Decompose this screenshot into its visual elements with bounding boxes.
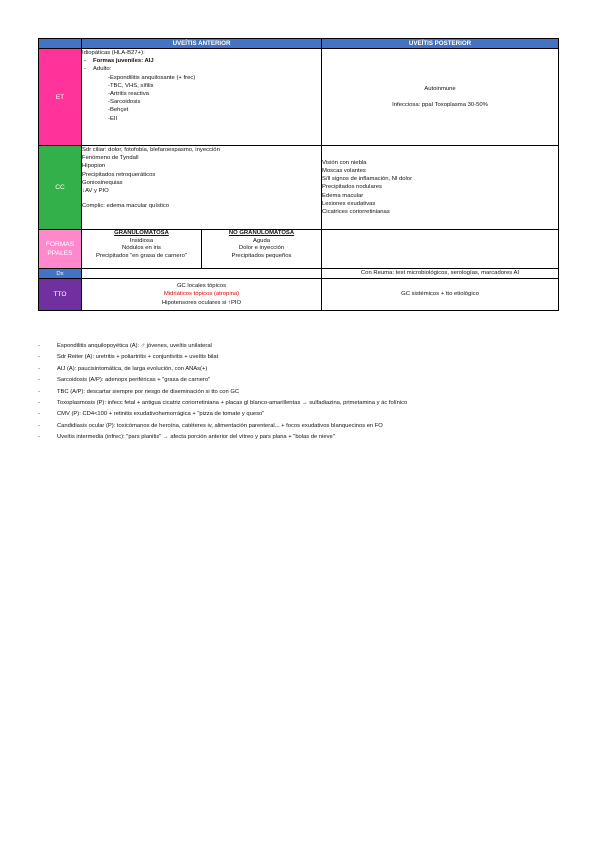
- cc-posterior-line: Visión con niebla: [322, 159, 367, 166]
- dx-posterior-cell: Con Reuma: test microbiológicos, serologías, marcadores AI: [322, 269, 559, 279]
- note-item: - Uveítis intermedia (infrec): "pars planitis" → afecta porción anterior del vítreo y pars plana + "bolas de nieve": [38, 432, 568, 443]
- et-posterior-line: Infecciosa: ppal Toxoplasma 30-50%: [392, 102, 488, 108]
- cc-anterior-line: Hipopion: [82, 163, 106, 170]
- notes-list: [38, 341, 568, 444]
- et-posterior-cell: [322, 49, 559, 146]
- no-granulomatosa-item: Aguda: [252, 237, 271, 244]
- row-formas: [39, 230, 559, 269]
- et-anterior-subitem: -Espondilitis anquilosante (+ frec): [108, 74, 196, 81]
- cc-posterior-line: S/ll signos de inflamación, Nl dolor: [322, 176, 413, 183]
- cc-posterior-line: Moscas volantes: [322, 167, 366, 174]
- note-item: - Sdr Reiter (A): uretritis + poliartritis + conjuntivitis + uveítis bilat: [38, 352, 568, 363]
- note-item: - TBC (A/P): descartar siempre por riesgo de diseminación si tto con GC: [38, 387, 568, 398]
- row-label-dx: Dx: [39, 269, 82, 279]
- no-granulomatosa-title: NO GRANULOMATOSA: [228, 230, 295, 236]
- tto-anterior-line: Hipotensores oculares si ↑PIO: [161, 299, 242, 306]
- formas-label-line: FORMAS: [45, 241, 75, 248]
- no-granulomatosa-block: [202, 230, 321, 268]
- row-label-tto: TTO: [39, 279, 82, 311]
- row-tto: [39, 279, 559, 311]
- cc-posterior-line: Edema macular: [322, 192, 364, 199]
- note-item: - Candidiasis ocular (P): toxicómanos de heroína, catéteres iv, alimentación parenteral... + focos exudativos blanquecinos en FO: [38, 421, 568, 432]
- table-header-row: [39, 39, 559, 49]
- row-dx: [39, 269, 559, 279]
- header-anterior: UVEÍTIS ANTERIOR: [82, 39, 322, 49]
- note-item: - AIJ (A): paucisintomática, de larga evolución, con ANAs(+): [38, 364, 568, 375]
- note-item: - Espondilitis anquilopoyética (A): ♂ jóvenes, uveítis unilateral: [38, 341, 568, 352]
- cc-posterior-line: Precipitados nodulares: [322, 184, 382, 191]
- row-label-et: ET: [39, 49, 82, 146]
- note-item: - Sarcoidosis (A/P): adenopx periféricas + "grasa de carnero": [38, 375, 568, 386]
- et-anterior-subitem: -Behçet: [108, 107, 129, 114]
- granulomatosa-item: Nódulos en iris: [122, 245, 161, 252]
- et-anterior-title: Idiopáticas (HLA-B27+):: [82, 50, 145, 56]
- row-et: [39, 49, 559, 146]
- row-cc: [39, 146, 559, 230]
- dx-anterior-cell: [82, 269, 322, 279]
- note-item: - CMV (P): CD4<100 + retinitis exudativohemorrágica + "pizza de tomate y queso": [38, 409, 568, 420]
- granulomatosa-item: Precipitados "en grasa de carnero": [96, 252, 187, 259]
- row-label-formas: [39, 230, 82, 269]
- et-anterior-subitem: -Sarcoidosis: [108, 99, 141, 106]
- cc-anterior-cell: [82, 146, 322, 230]
- granulomatosa-title: GRANULOMATOSA: [114, 230, 169, 236]
- formas-label-line: PPALES: [47, 250, 73, 257]
- row-label-cc: CC: [39, 146, 82, 230]
- formas-posterior-cell: [322, 230, 559, 269]
- cc-anterior-line: Fenómeno de Tyndall: [82, 155, 139, 162]
- cc-posterior-line: Cicatrices coriorretinianas: [322, 209, 390, 215]
- et-anterior-subitem: -TBC, VHS, sífilis: [108, 82, 154, 89]
- cc-anterior-line: Goniosinequias: [82, 179, 123, 186]
- granulomatosa-item: Insidiosa: [129, 237, 154, 244]
- et-anterior-item: - Adulto:: [82, 65, 321, 73]
- et-anterior-item: - Formas juveniles: AIJ: [82, 57, 321, 65]
- et-anterior-cell: [82, 49, 322, 146]
- cc-anterior-line: Sdr ciliar: dolor, fotofobia, blefaroespasmo, inyección: [82, 147, 220, 153]
- formas-anterior-cell: [82, 230, 322, 269]
- header-posterior: UVEÍTIS POSTERIOR: [322, 39, 559, 49]
- cc-anterior-line: Complic: edema macular quístico: [82, 203, 170, 210]
- et-posterior-line: Autoinmune: [424, 85, 456, 92]
- note-item: - Toxoplasmosis (P): infecc fetal + antigua cicatriz coriorretiniana + placas gl blanco-amarillentas → sulfadiazina, primetamina y ác folínico: [38, 398, 568, 409]
- no-granulomatosa-item: Precipitados pequeños: [231, 252, 292, 259]
- tto-anterior-line: GC locales tópicos: [176, 283, 227, 290]
- tto-posterior-cell: GC sistémicos + tto etiológico: [322, 279, 559, 311]
- tto-anterior-cell: [82, 279, 322, 311]
- uveitis-table: [38, 38, 559, 311]
- cc-posterior-cell: [322, 146, 559, 230]
- cc-posterior-line: Lesiones exudativas: [322, 200, 376, 207]
- et-anterior-subitem: -Artritis reactiva: [108, 91, 149, 98]
- cc-anterior-line: ↓AV y PIO: [82, 188, 109, 195]
- granulomatosa-block: [82, 230, 202, 268]
- et-anterior-subitem: -EII: [108, 115, 118, 122]
- cc-anterior-line: Precipitados retroqueráticos: [82, 171, 156, 178]
- tto-anterior-line-red: Midriáticos tópicos (atropina): [163, 291, 240, 298]
- no-granulomatosa-item: Dolor e inyección: [238, 245, 285, 252]
- header-corner: [39, 39, 82, 49]
